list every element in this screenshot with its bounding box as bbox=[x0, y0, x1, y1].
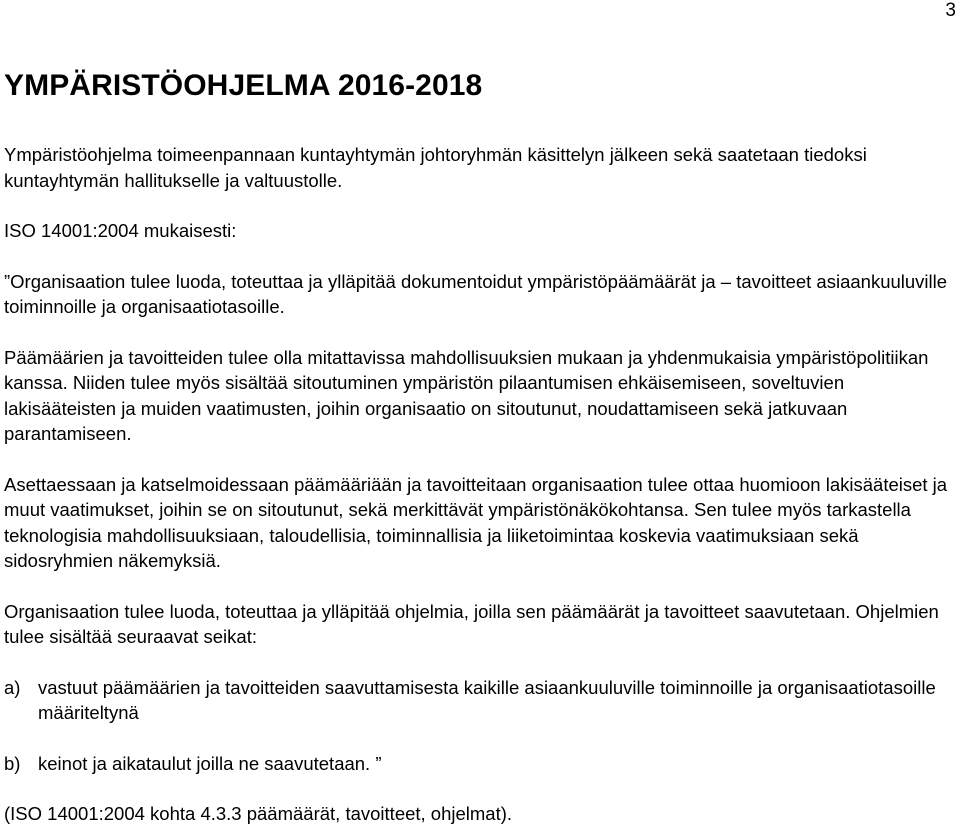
list-item-text: keinot ja aikataulut joilla ne saavutetaan. ” bbox=[38, 752, 382, 774]
intro-paragraph: Ympäristöohjelma toimeenpannaan kuntayhtymän johtoryhmän käsittelyn jälkeen sekä saatetaan tiedoksi kuntayhtymän hallitukselle ja valtuustolle. bbox=[4, 144, 867, 191]
requirements-list bbox=[4, 675, 956, 777]
document-body bbox=[4, 142, 956, 827]
list-item bbox=[4, 675, 956, 726]
quote-paragraph: ”Organisaation tulee luoda, toteuttaa ja ylläpitää dokumentoidut ympäristöpäämäärät ja – tavoitteet asiaankuuluville toiminnoille ja organisaatiotasoille. bbox=[4, 270, 948, 317]
list-marker: a) bbox=[4, 676, 21, 698]
list-marker: b) bbox=[4, 752, 21, 774]
goals-paragraph: Päämäärien ja tavoitteiden tulee olla mitattavissa mahdollisuuksien mukaan ja yhdenmukaisia ympäristöpolitiikan kanssa. Niiden tulee myös sisältää sitoutuminen ympäristön pilaantumisen ehkäisemiseen, soveltuvien lakisääteisten ja muiden vaatimusten, joihin organisaatio on sitoutunut, noudattamiseen sekä jatkuvaan parantamiseen. bbox=[4, 346, 929, 444]
page-number: 3 bbox=[945, 0, 956, 21]
page-title: YMPÄRISTÖOHJELMA 2016-2018 bbox=[4, 69, 483, 102]
iso-heading: ISO 14001:2004 mukaisesti: bbox=[4, 220, 237, 241]
programs-paragraph: Organisaation tulee luoda, toteuttaa ja ylläpitää ohjelmia, joilla sen päämäärät ja tavoitteet saavutetaan. Ohjelmien tulee sisältää seuraavat seikat: bbox=[4, 600, 939, 647]
setting-paragraph: Asettaessaan ja katselmoidessaan päämääriään ja tavoitteitaan organisaation tulee ottaa huomioon lakisääteiset ja muut vaatimukset, joihin se on sitoutunut, sekä merkittävät ympäristönäkökohtansa. Sen tulee myös tarkastella teknologisia mahdollisuuksiaan, taloudellisia, toiminnallisia ja liiketoimintaa koskevia vaatimuksiaan sekä sidosryhmien näkemyksiä. bbox=[4, 473, 948, 571]
list-item bbox=[4, 751, 956, 777]
list-item-text: vastuut päämäärien ja tavoitteiden saavuttamisesta kaikille asiaankuuluville toiminnoille ja organisaatiotasoille määriteltynä bbox=[38, 676, 936, 723]
reference-paragraph: (ISO 14001:2004 kohta 4.3.3 päämäärät, tavoitteet, ohjelmat). bbox=[4, 803, 513, 824]
